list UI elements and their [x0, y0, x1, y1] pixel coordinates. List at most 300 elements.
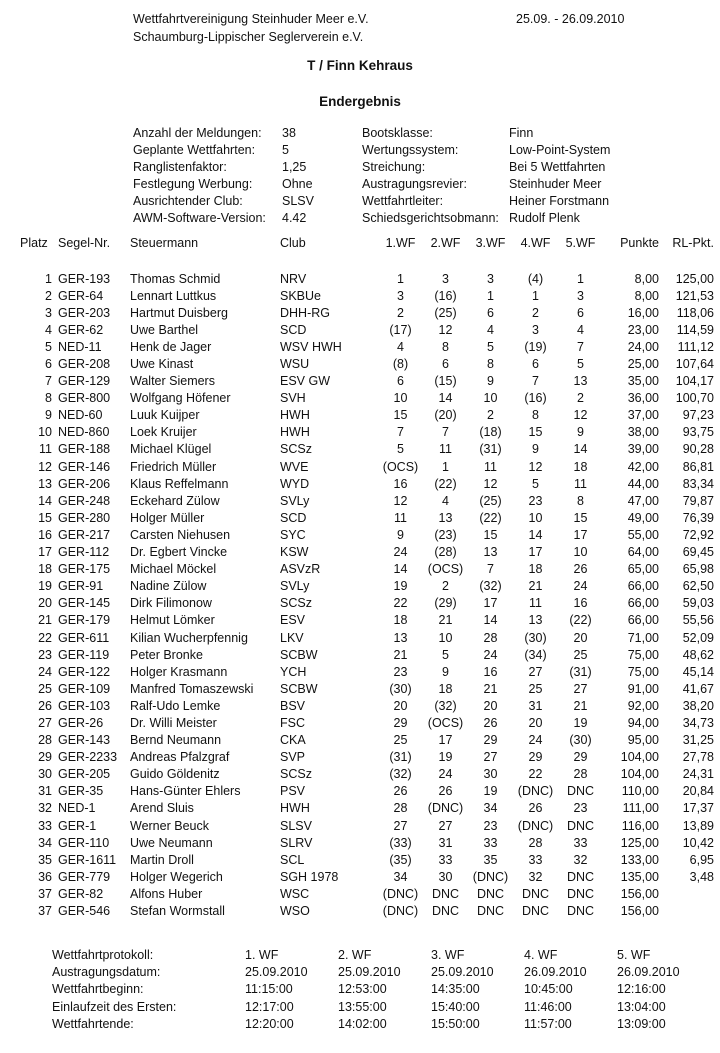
protocol-value: 26.09.2010: [524, 965, 587, 980]
cell-wf4: 21: [528, 579, 543, 594]
info-left-values: [282, 125, 314, 227]
cell-rl-pkt: 13,89: [682, 818, 714, 833]
cell-segel-nr: GER-103: [58, 698, 111, 713]
cell-steuermann: Bernd Neumann: [130, 733, 222, 748]
cell-wf4: 17: [528, 545, 543, 560]
cell-segel-nr: GER-188: [58, 442, 111, 457]
cell-club: SCD: [280, 322, 307, 337]
cell-wf3: 15: [483, 527, 498, 542]
cell-club: PSV: [280, 784, 306, 799]
cell-wf2: 10: [438, 630, 453, 645]
cell-platz: 37: [38, 886, 52, 901]
cell-punkte: 75,00: [627, 664, 659, 679]
cell-rl-pkt: 41,67: [682, 681, 714, 696]
cell-wf1: 29: [393, 715, 408, 730]
cell-punkte: 38,00: [627, 425, 659, 440]
cell-wf3: 7: [487, 562, 494, 577]
col-header-wf2: 2.WF: [430, 236, 461, 250]
cell-steuermann: Arend Sluis: [130, 801, 194, 816]
cell-steuermann: Holger Müller: [130, 510, 205, 525]
cell-wf5: 4: [577, 322, 584, 337]
cell-platz: 1: [45, 271, 52, 286]
page-subtitle: Endergebnis: [319, 94, 401, 109]
protocol-label: Austragungsdatum:: [52, 965, 161, 980]
cell-wf3: 4: [487, 322, 494, 337]
protocol-value: 15:50:00: [431, 1016, 480, 1031]
cell-punkte: 91,00: [627, 681, 659, 696]
cell-wf2: (20): [434, 408, 457, 423]
cell-steuermann: Nadine Zülow: [130, 579, 207, 594]
results-table: [20, 236, 714, 920]
info-value: Ohne: [282, 177, 313, 191]
cell-platz: 5: [45, 339, 52, 354]
cell-wf1: 24: [393, 545, 408, 560]
cell-wf2: 26: [438, 784, 453, 799]
cell-platz: 8: [45, 391, 52, 406]
cell-wf3: 20: [483, 698, 498, 713]
cell-rl-pkt: 65,98: [682, 562, 714, 577]
cell-wf3: (25): [479, 493, 502, 508]
cell-steuermann: Carsten Niehusen: [130, 527, 231, 542]
cell-punkte: 95,00: [627, 733, 659, 748]
cell-rl-pkt: 93,75: [682, 425, 714, 440]
cell-rl-pkt: [659, 902, 714, 919]
cell-punkte: 65,00: [627, 562, 659, 577]
cell-club: SLRV: [280, 835, 313, 850]
cell-segel-nr: GER-26: [58, 715, 104, 730]
cell-wf3: (32): [479, 579, 502, 594]
cell-punkte: 104,00: [620, 767, 659, 782]
cell-wf4: 32: [528, 869, 543, 884]
cell-wf2: 6: [442, 357, 449, 372]
cell-punkte: 133,00: [620, 852, 659, 867]
cell-wf1: 15: [393, 408, 408, 423]
cell-segel-nr: GER-62: [58, 322, 104, 337]
cell-platz: 24: [38, 664, 52, 679]
cell-wf4: (DNC): [517, 818, 554, 833]
cell-steuermann: Dr. Egbert Vincke: [130, 545, 228, 560]
cell-steuermann: Uwe Kinast: [130, 357, 194, 372]
cell-wf5: 24: [573, 579, 588, 594]
col-header-punkte: Punkte: [620, 236, 659, 250]
cell-wf1: 1: [397, 271, 404, 286]
cell-punkte: 111,00: [622, 801, 659, 816]
cell-segel-nr: GER-64: [58, 288, 104, 303]
cell-wf1: 26: [393, 784, 408, 799]
table-row: [20, 424, 714, 441]
cell-punkte: 35,00: [627, 374, 659, 389]
cell-wf3: 30: [483, 767, 498, 782]
table-row: [20, 612, 714, 629]
cell-wf5: 14: [573, 442, 588, 457]
cell-wf2: (DNC): [427, 801, 464, 816]
cell-steuermann: Dr. Willi Meister: [130, 715, 217, 730]
cell-rl-pkt: 34,73: [682, 715, 714, 730]
info-label: Bootsklasse:: [362, 126, 433, 140]
cell-rl-pkt: 100,70: [675, 391, 714, 406]
table-row: [20, 885, 714, 902]
table-row: [20, 595, 714, 612]
cell-wf5: 3: [577, 288, 584, 303]
protocol-value: 25.09.2010: [245, 965, 308, 980]
cell-club: SCSz: [280, 767, 312, 782]
cell-wf3: 35: [483, 852, 498, 867]
cell-wf4: 22: [528, 767, 543, 782]
table-row: [20, 526, 714, 543]
cell-wf2: (16): [434, 288, 457, 303]
cell-rl-pkt: 83,34: [682, 476, 714, 491]
cell-wf1: (DNC): [382, 904, 419, 919]
cell-wf1: 21: [393, 647, 408, 662]
cell-wf1: 5: [397, 442, 404, 457]
cell-club: SCBW: [280, 681, 318, 696]
cell-wf5: (31): [569, 664, 592, 679]
protocol-value: 12:53:00: [338, 982, 387, 997]
table-row: [20, 561, 714, 578]
cell-wf5: DNC: [566, 886, 595, 901]
cell-rl-pkt: 45,14: [682, 664, 714, 679]
header-organizers: [133, 10, 369, 46]
info-label: Schiedsgerichtsobmann:: [362, 211, 499, 225]
col-header-club: Club: [280, 236, 306, 250]
cell-rl-pkt: 10,42: [682, 835, 714, 850]
cell-segel-nr: NED-60: [58, 408, 103, 423]
cell-wf4: 24: [528, 733, 543, 748]
protocol-value: 12:20:00: [245, 1016, 294, 1031]
table-row: [20, 407, 714, 424]
cell-wf4: (19): [524, 339, 547, 354]
protocol-value: 13:09:00: [617, 1016, 666, 1031]
cell-club: ESV: [280, 613, 306, 628]
cell-wf1: (8): [392, 357, 409, 372]
cell-wf5: 33: [573, 835, 588, 850]
cell-rl-pkt: 125,00: [675, 271, 714, 286]
cell-wf1: 13: [393, 630, 408, 645]
cell-wf2: DNC: [431, 886, 460, 901]
cell-segel-nr: GER-280: [58, 510, 111, 525]
cell-wf4: 18: [528, 562, 543, 577]
cell-steuermann: Friedrich Müller: [130, 459, 217, 474]
protocol-value: 11:57:00: [524, 1016, 572, 1031]
cell-rl-pkt: 17,37: [682, 801, 714, 816]
table-row: [20, 834, 714, 851]
cell-platz: 16: [38, 527, 52, 542]
cell-platz: 22: [38, 630, 52, 645]
cell-wf5: 26: [573, 562, 588, 577]
protocol-label: Einlaufzeit des Ersten:: [52, 999, 177, 1014]
protocol-label: Wettfahrtende:: [52, 1016, 134, 1031]
table-row: [20, 697, 714, 714]
cell-wf5: 20: [573, 630, 588, 645]
cell-wf3: 11: [484, 459, 497, 474]
protocol-value: 15:40:00: [431, 999, 480, 1014]
cell-wf4: 10: [528, 510, 543, 525]
cell-platz: 26: [38, 698, 52, 713]
table-row: [20, 578, 714, 595]
cell-wf2: 12: [438, 322, 453, 337]
cell-wf2: 27: [438, 818, 453, 833]
cell-wf5: 9: [577, 425, 584, 440]
cell-wf4: (4): [527, 271, 544, 286]
cell-rl-pkt: 6,95: [689, 852, 714, 867]
cell-segel-nr: NED-1: [58, 801, 96, 816]
cell-wf1: (17): [389, 322, 412, 337]
cell-punkte: 8,00: [634, 271, 659, 286]
cell-segel-nr: NED-860: [58, 425, 110, 440]
cell-platz: 23: [38, 647, 52, 662]
cell-wf2: (23): [434, 527, 457, 542]
cell-club: SYC: [280, 527, 306, 542]
cell-segel-nr: GER-217: [58, 527, 111, 542]
info-label: Ausrichtender Club:: [133, 194, 243, 208]
table-row: [20, 629, 714, 646]
cell-wf5: 19: [573, 715, 588, 730]
cell-segel-nr: GER-112: [58, 545, 110, 560]
cell-steuermann: Henk de Jager: [130, 339, 212, 354]
cell-wf1: 22: [393, 596, 408, 611]
cell-club: ASVzR: [280, 562, 321, 577]
cell-wf1: 34: [393, 869, 408, 884]
cell-wf4: 6: [532, 357, 539, 372]
cell-club: HWH: [280, 801, 310, 816]
cell-wf2: 3: [442, 271, 449, 286]
cell-wf5: 25: [573, 647, 588, 662]
cell-wf5: DNC: [566, 784, 595, 799]
cell-rl-pkt: 3,48: [689, 869, 714, 884]
cell-steuermann: Dirk Filimonow: [130, 596, 212, 611]
protocol-value: 5. WF: [617, 948, 651, 962]
cell-club: WSC: [280, 886, 310, 901]
cell-platz: 36: [38, 869, 52, 884]
cell-punkte: 39,00: [627, 442, 659, 457]
cell-steuermann: Klaus Reffelmann: [130, 476, 229, 491]
table-row: [20, 270, 714, 287]
cell-punkte: 75,00: [627, 647, 659, 662]
protocol-value: 10:45:00: [524, 982, 573, 997]
cell-segel-nr: GER-91: [58, 579, 104, 594]
cell-rl-pkt: 79,87: [682, 493, 714, 508]
cell-club: SVH: [280, 391, 306, 406]
table-row: [20, 390, 714, 407]
cell-wf3: 28: [483, 630, 498, 645]
table-row: [20, 902, 714, 919]
cell-steuermann: Eckehard Zülow: [130, 493, 220, 508]
cell-rl-pkt: [659, 885, 714, 902]
cell-wf4: DNC: [521, 886, 550, 901]
cell-wf4: (34): [524, 647, 547, 662]
cell-steuermann: Thomas Schmid: [130, 271, 221, 286]
cell-wf1: (32): [389, 767, 412, 782]
cell-wf1: 20: [393, 698, 408, 713]
cell-club: HWH: [280, 425, 310, 440]
cell-wf3: 1: [487, 288, 494, 303]
cell-segel-nr: GER-611: [58, 630, 110, 645]
cell-wf4: 1: [532, 288, 539, 303]
organizer-2: Schaumburg-Lippischer Seglerverein e.V.: [133, 30, 364, 44]
cell-wf1: 25: [393, 733, 408, 748]
table-row: [20, 783, 714, 800]
protocol-value: 3. WF: [431, 948, 465, 962]
info-value: Finn: [509, 126, 534, 140]
table-row: [20, 851, 714, 868]
cell-wf5: (30): [569, 733, 592, 748]
table-row: [20, 458, 714, 475]
cell-rl-pkt: 107,64: [675, 357, 714, 372]
cell-wf1: 16: [393, 476, 408, 491]
cell-club: SCL: [280, 852, 305, 867]
cell-steuermann: Holger Krasmann: [130, 664, 228, 679]
cell-wf3: 23: [483, 818, 498, 833]
cell-steuermann: Loek Kruijer: [130, 425, 197, 440]
cell-wf4: 9: [532, 442, 539, 457]
cell-platz: 29: [38, 750, 52, 765]
cell-wf4: 25: [528, 681, 543, 696]
cell-punkte: 66,00: [627, 596, 659, 611]
cell-punkte: 110,00: [621, 784, 659, 799]
protocol-value: 25.09.2010: [431, 965, 494, 980]
cell-platz: 6: [45, 357, 52, 372]
cell-rl-pkt: 118,06: [676, 305, 714, 320]
cell-platz: 7: [45, 374, 52, 389]
cell-wf5: 23: [573, 801, 588, 816]
cell-steuermann: Hartmut Duisberg: [130, 305, 228, 320]
cell-rl-pkt: 27,78: [682, 750, 714, 765]
protocol-value: 11:15:00: [245, 982, 293, 997]
table-row: [20, 714, 714, 731]
cell-wf3: 14: [483, 613, 498, 628]
cell-rl-pkt: 86,81: [682, 459, 714, 474]
cell-rl-pkt: 90,28: [682, 442, 714, 457]
cell-wf5: 29: [573, 750, 588, 765]
cell-segel-nr: GER-779: [58, 869, 111, 884]
cell-wf2: 31: [438, 835, 453, 850]
cell-rl-pkt: 20,84: [682, 784, 714, 799]
table-row: [20, 509, 714, 526]
table-row: [20, 321, 714, 338]
cell-wf4: 8: [532, 408, 539, 423]
col-header-segel-nr: Segel-Nr.: [58, 236, 111, 250]
info-value: 5: [282, 143, 289, 157]
cell-rl-pkt: 38,20: [682, 698, 714, 713]
info-label: Wettfahrtleiter:: [362, 194, 444, 208]
cell-steuermann: Michael Möckel: [130, 562, 217, 577]
col-header-wf4: 4.WF: [520, 236, 551, 250]
cell-platz: 13: [38, 476, 52, 491]
cell-rl-pkt: 62,50: [682, 579, 714, 594]
cell-steuermann: Manfred Tomaszewski: [130, 681, 254, 696]
cell-rl-pkt: 55,56: [682, 613, 714, 628]
cell-wf1: 3: [397, 288, 404, 303]
cell-wf3: 29: [483, 733, 498, 748]
cell-wf3: (31): [479, 442, 502, 457]
cell-wf2: 33: [438, 852, 453, 867]
cell-segel-nr: GER-35: [58, 784, 104, 799]
cell-wf5: 13: [573, 374, 588, 389]
cell-punkte: 44,00: [627, 476, 659, 491]
cell-wf4: 27: [528, 664, 543, 679]
cell-wf3: 8: [487, 357, 494, 372]
cell-punkte: 66,00: [627, 613, 659, 628]
cell-rl-pkt: 114,59: [676, 322, 714, 337]
cell-club: SCBW: [280, 647, 318, 662]
cell-punkte: 8,00: [634, 288, 659, 303]
cell-wf2: DNC: [431, 904, 460, 919]
cell-wf2: (32): [434, 698, 457, 713]
info-left-labels: [133, 125, 266, 227]
table-row: [20, 475, 714, 492]
cell-platz: 31: [38, 784, 52, 799]
cell-steuermann: Uwe Barthel: [130, 322, 199, 337]
cell-wf2: 8: [442, 339, 449, 354]
cell-wf3: 9: [487, 374, 494, 389]
col-header-rl-pkt: RL-Pkt.: [672, 236, 714, 250]
cell-wf5: 16: [573, 596, 588, 611]
cell-wf4: 33: [528, 852, 543, 867]
cell-wf1: 2: [397, 305, 404, 320]
cell-segel-nr: GER-175: [58, 562, 111, 577]
table-row: [20, 800, 714, 817]
cell-wf3: 19: [483, 784, 498, 799]
cell-punkte: 156,00: [620, 904, 659, 919]
cell-rl-pkt: 97,23: [682, 408, 714, 423]
cell-platz: 35: [38, 852, 52, 867]
cell-segel-nr: GER-82: [58, 886, 104, 901]
cell-wf1: 23: [393, 664, 408, 679]
cell-wf4: 26: [528, 801, 543, 816]
cell-punkte: 16,00: [627, 305, 659, 320]
cell-wf1: 14: [393, 562, 408, 577]
cell-platz: 15: [38, 510, 52, 525]
cell-wf2: 2: [442, 579, 449, 594]
cell-platz: 9: [45, 408, 52, 423]
cell-platz: 34: [38, 835, 52, 850]
cell-wf4: 14: [528, 527, 543, 542]
cell-platz: 19: [38, 579, 52, 594]
cell-wf1: 10: [393, 391, 408, 406]
cell-wf3: 5: [487, 339, 494, 354]
cell-club: SVLy: [280, 579, 310, 594]
cell-platz: 11: [39, 442, 52, 457]
cell-segel-nr: GER-110: [58, 835, 110, 850]
cell-wf3: 21: [483, 681, 498, 696]
cell-wf3: 6: [487, 305, 494, 320]
col-header-wf3: 3.WF: [475, 236, 506, 250]
cell-platz: 12: [38, 459, 52, 474]
info-label: Geplante Wettfahrten:: [133, 143, 256, 157]
cell-steuermann: Alfons Huber: [130, 886, 203, 901]
cell-punkte: 156,00: [620, 886, 659, 901]
cell-wf4: 12: [528, 459, 543, 474]
table-row: [20, 492, 714, 509]
cell-punkte: 23,00: [627, 322, 659, 337]
protocol-value: 25.09.2010: [338, 965, 401, 980]
cell-club: BSV: [280, 698, 306, 713]
cell-platz: 20: [38, 596, 52, 611]
cell-segel-nr: GER-203: [58, 305, 111, 320]
cell-wf3: DNC: [476, 904, 505, 919]
cell-rl-pkt: 72,92: [682, 527, 714, 542]
protocol-value: 1. WF: [245, 948, 279, 962]
col-header-wf1: 1.WF: [385, 236, 416, 250]
cell-wf4: 29: [528, 750, 543, 765]
cell-platz: 37: [38, 904, 52, 919]
cell-punkte: 66,00: [627, 579, 659, 594]
cell-wf4: 31: [528, 698, 543, 713]
cell-wf2: (22): [434, 476, 457, 491]
cell-wf1: (31): [389, 750, 412, 765]
cell-wf2: 17: [438, 733, 453, 748]
cell-platz: 30: [38, 767, 52, 782]
